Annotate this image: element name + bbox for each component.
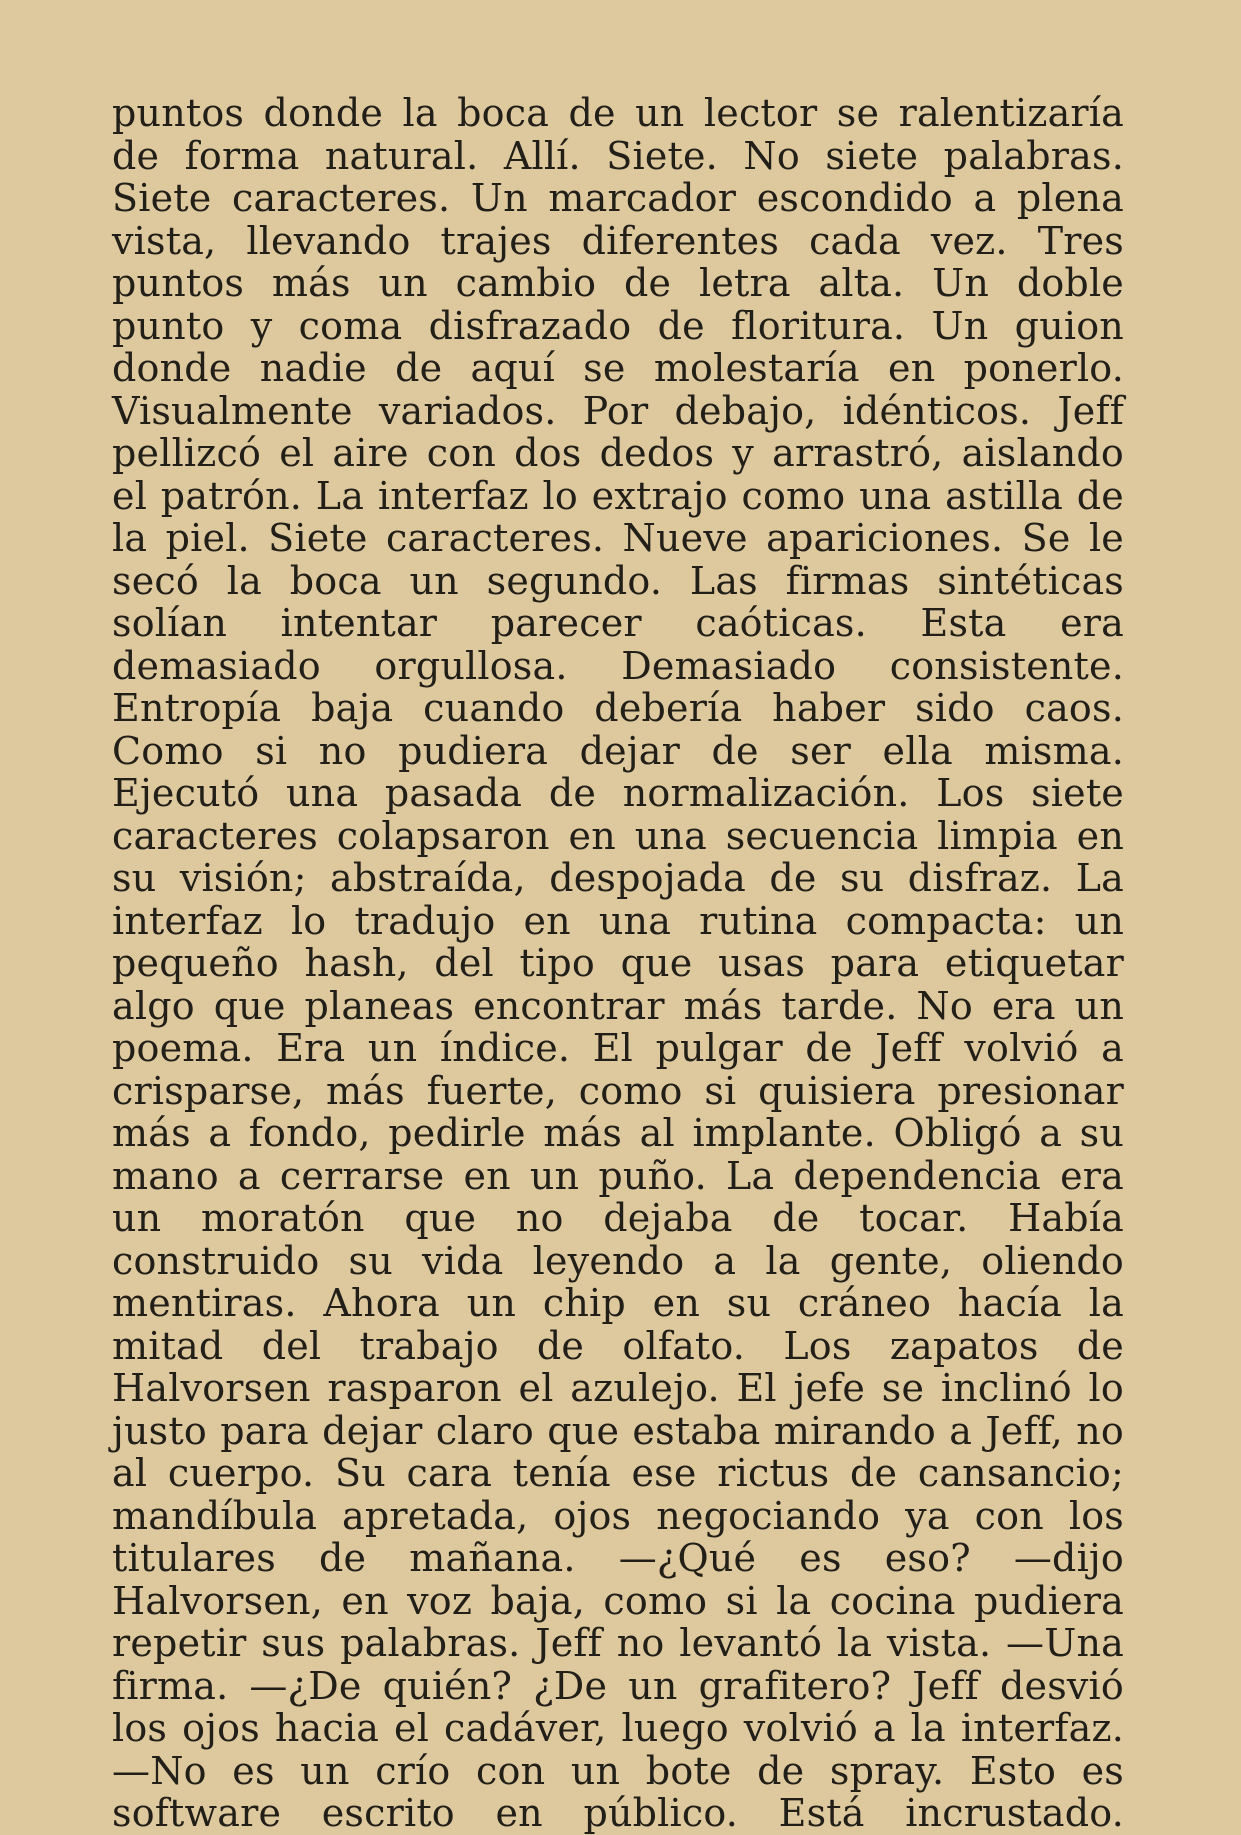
paragraph-text: puntos donde la boca de un lector se ralentizaría de forma natural. Allí. Siete. No siete palabras. Siete caracteres. Un marcador escondido a plena vista, llevando trajes diferentes cada vez. Tres puntos más un cambio de letra alta. Un doble punto y coma disfrazado de floritura. Un guion donde nadie de aquí se molestaría en ponerlo. Visualmente variados. Por debajo, idénticos. Jeff pellizcó el aire con dos dedos y arrastró, aislando el patrón. La interfaz lo extrajo como una astilla de la piel. Siete caracteres. Nueve apariciones. Se le secó la boca un segundo. Las firmas sintéticas solían intentar parecer caóticas. Esta era demasiado orgullosa. Demasiado consistente. Entropía baja cuando debería haber sido caos. Como si no pudiera dejar de ser ella misma. Ejecutó una pasada de normalización. Los siete caracteres colapsaron en una secuencia limpia en su visión; abstraída, despojada de su disfraz. La interfaz lo tradujo en una rutina compacta: un pequeño hash, del tipo que usas para etiquetar algo que planeas encontrar más tarde. No era un poema. Era un índice. El pulgar de Jeff volvió a crisparse, más fuerte, como si quisiera presionar más a fondo, pedirle más al implante. Obligó a su mano a cerrarse en un puño. La dependencia era un moratón que no dejaba de tocar. Había construido su vida leyendo a la gente, oliendo mentiras. Ahora un chip en su cráneo hacía la mitad del trabajo de olfato. Los zapatos de Halvorsen rasparon el azulejo. El jefe se inclinó lo justo para dejar claro que estaba mirando a Jeff, no al cuerpo. Su cara tenía ese rictus de cansancio; mandíbula apretada, ojos negociando ya con los titulares de mañana. —¿Qué es eso? —dijo Halvorsen, en voz baja, como si la cocina pudiera repetir sus palabras. Jeff no levantó la vista. —Una firma. —¿De quién? ¿De un grafitero? Jeff desvió los ojos hacia el cadáver, luego volvió a la interfaz. —No es un crío con un bote de spray. Esto es software escrito en público. Está incrustado. [112, 91, 1124, 1835]
